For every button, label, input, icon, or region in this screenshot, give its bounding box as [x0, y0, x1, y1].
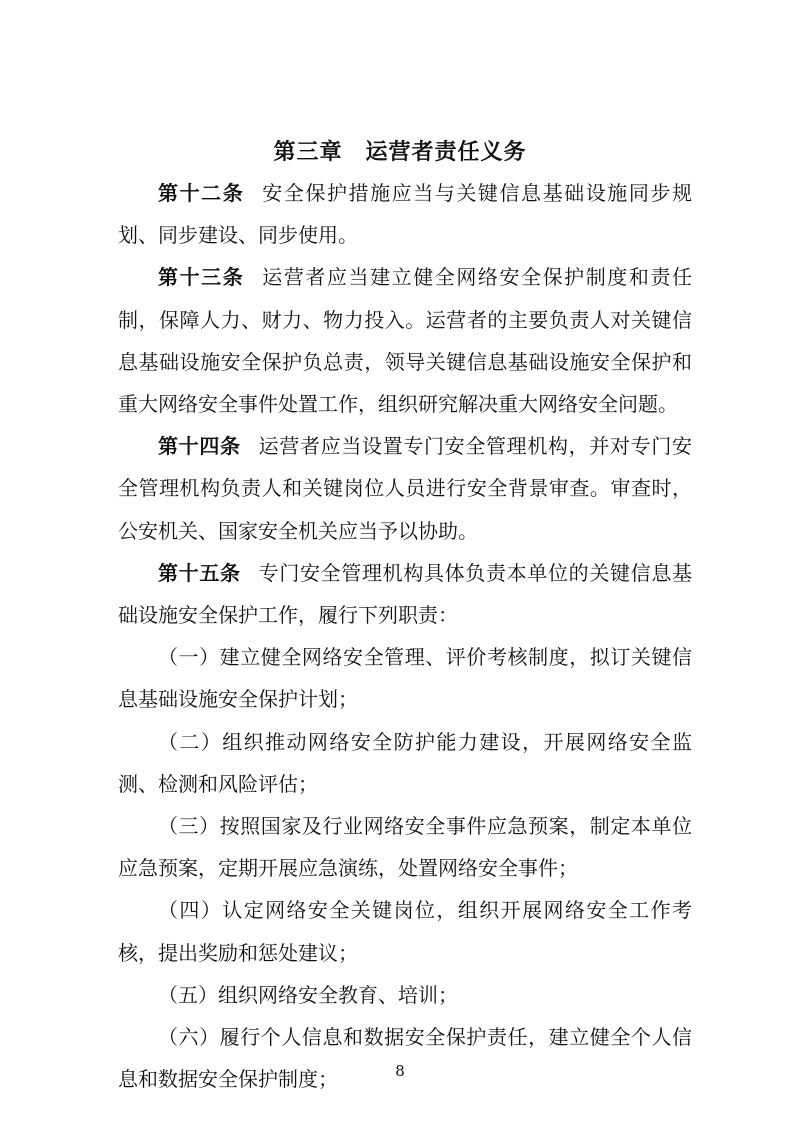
duty-item-4: （四）认定网络安全关键岗位，组织开展网络安全工作考核，提出奖励和惩处建议； [118, 898, 692, 965]
duty-item-1: （一）建立健全网络安全管理、评价考核制度，拟订关键信息基础设施安全保护计划； [118, 645, 692, 712]
duty-item-2: （二）组织推动网络安全防护能力建设，开展网络安全监测、检测和风险评估； [118, 729, 692, 796]
duty-item-5: （五）组织网络安全教育、培训； [158, 982, 458, 1007]
article-number: 第十二条 [158, 181, 245, 205]
article-15 [118, 552, 692, 636]
article-12 [118, 172, 692, 256]
article-number: 第十四条 [158, 434, 241, 459]
chapter-title: 第三章 运营者责任义务 [273, 139, 527, 165]
duty-item-3: （三）按照国家及行业网络安全事件应急预案，制定本单位应急预案，定期开展应急演练，处置网络安全事件； [118, 814, 692, 881]
article-text: 安全保护措施应当与关键信息基础设施同步规划、同步建设、同步使用。 [118, 181, 693, 248]
article-14 [118, 425, 692, 552]
duty-item-6: （六）履行个人信息和数据安全保护责任，建立健全个人信息和数据安全保护制度； [118, 1025, 692, 1092]
article-number: 第十五条 [158, 560, 241, 585]
article-number: 第十三条 [158, 265, 245, 290]
article-text: 运营者应当建立健全网络安全保护制度和责任制，保障人力、财力、物力投入。运营者的主要负责人对关键信息基础设施安全保护负总责，领导关键信息基础设施安全保护和重大网络安全事件处置工作，组织研究解决重大网络安全问题。 [118, 265, 693, 417]
article-text: 运营者应当设置专门安全管理机构，并对专门安全管理机构负责人和关键岗位人员进行安全背景审查。审查时，公安机关、国家安全机关应当予以协助。 [118, 434, 693, 543]
article-13 [118, 256, 692, 425]
page-number: 8 [395, 1062, 405, 1080]
document-body [118, 172, 692, 1100]
article-text: 专门安全管理机构具体负责本单位的关键信息基础设施安全保护工作，履行下列职责： [118, 560, 693, 628]
